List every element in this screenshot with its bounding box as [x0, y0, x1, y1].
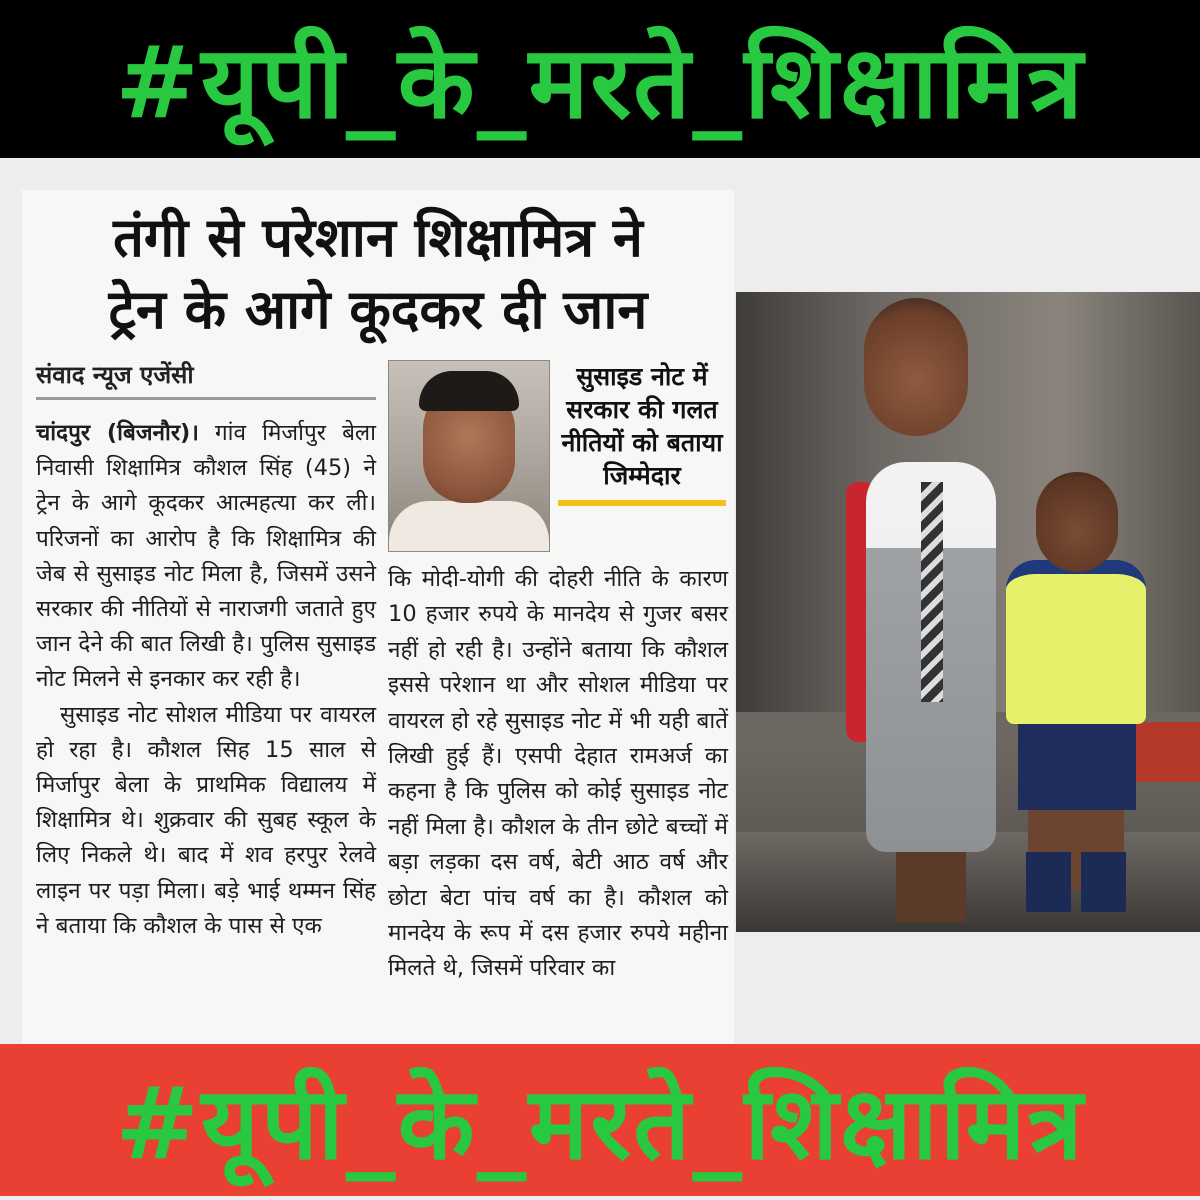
headline-line-2: ट्रेन के आगे कूदकर दी जान [108, 278, 648, 341]
top-hashtag-banner [0, 0, 1200, 158]
boy-head [1036, 472, 1118, 572]
headline-line-1: तंगी से परेशान शिक्षामित्र ने [113, 206, 643, 269]
paragraph-1-text: गांव मिर्जापुर बेला निवासी शिक्षामित्र कौशल सिंह (45) ने ट्रेन के आगे कूदकर आत्महत्या कर ली। परिजनों का आरोप है कि शिक्षामित्र की जेब से सुसाइड नोट मिला है, जिसमें उसने सरकार की नीतियों से नाराजगी जताते हुए जान देने की बात लिखी है। पुलिस सुसाइड नोट मिलने से इनकार कर रही है। [36, 420, 376, 693]
girl-tie [921, 482, 943, 702]
article-column-left [36, 416, 376, 944]
sidebox-quote: सुसाइड नोट में सरकार की गलत नीतियों को बताया जिम्मेदार [558, 360, 726, 506]
article-headline [22, 202, 734, 346]
girl-head [864, 298, 968, 436]
bottom-hashtag-banner [0, 1044, 1200, 1196]
boy-shirt [1006, 560, 1146, 724]
children-photo [736, 292, 1200, 932]
portrait-hair [419, 371, 519, 411]
photo-red-object [1136, 722, 1200, 782]
top-hashtag-text: #यूपी_के_मरते_शिक्षामित्र [115, 24, 1085, 141]
paragraph-1 [36, 416, 376, 698]
boy-socks [1026, 852, 1126, 912]
girl-legs [896, 852, 966, 922]
paragraph-2: सुसाइड नोट सोशल मीडिया पर वायरल हो रहा है। कौशल सिह 15 साल से मिर्जापुर बेला के प्राथमिक विद्यालय में शिक्षामित्र थे। शुक्रवार की सुबह स्कूल के लिए निकले थे। बाद में शव हरपुर रेलवे लाइन पर पड़ा मिला। बड़े भाई थम्मन सिंह ने बताया कि कौशल के पास से एक [36, 701, 376, 939]
dateline: चांदपुर (बिजनौर)। [36, 420, 199, 446]
portrait-photo [388, 360, 550, 552]
bottom-hashtag-text: #यूपी_के_मरते_शिक्षामित्र [115, 1065, 1085, 1182]
newspaper-clipping [22, 190, 734, 1044]
boy-shorts [1018, 710, 1136, 810]
portrait-shirt [389, 501, 549, 552]
paragraph-3: कि मोदी-योगी की दोहरी नीति के कारण 10 हजार रुपये के मानदेय से गुजर बसर नहीं हो रही है। उन्होंने बताया कि कौशल इससे परेशान था और सोशल मीडिया पर वायरल हो रहे सुसाइड नोट में भी यही बातें लिखी हुई हैं। एसपी देहात रामअर्ज का कहना है कि पुलिस को कोई सुसाइड नोट नहीं मिला है। कौशल के तीन छोटे बच्चों में बड़ा लड़का दस वर्ष, बेटी आठ वर्ष और छोटा बेटा पांच वर्ष का है। कौशल को मानदेय के रूप में दस हजार रुपये महीना मिलते थे, जिसमें परिवार का [388, 566, 728, 982]
article-column-right [388, 562, 728, 987]
byline: संवाद न्यूज एजेंसी [36, 358, 376, 400]
